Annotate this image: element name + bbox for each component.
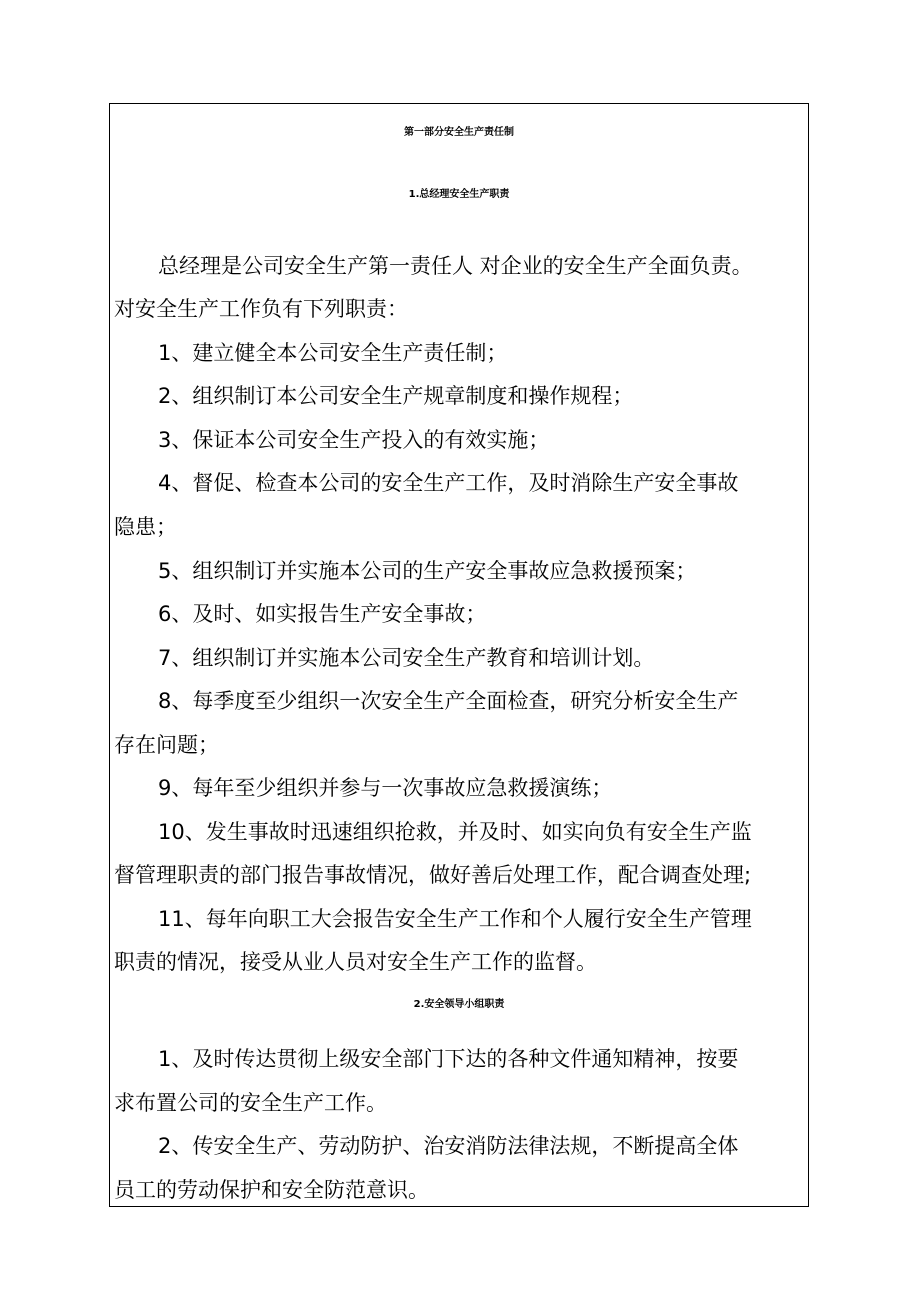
document-frame — [109, 103, 809, 1207]
document-title: 第一部分安全生产责任制 — [404, 127, 514, 138]
section1-item-11-line2: 职责的情况，接受从业人员对安全生产工作的监督。 — [114, 950, 597, 974]
section1-item-8-line2: 存在问题； — [114, 733, 219, 757]
section2-item-2-line1: 2、传安全生产、劳动防护、治安消防法律法规，不断提高全体 — [158, 1134, 739, 1158]
section1-item-7: 7、组织制订并实施本公司安全生产教育和培训计划。 — [158, 646, 655, 670]
section1-item-10-line2: 督管理职责的部门报告事故情况，做好善后处理工作，配合调查处理; — [114, 863, 752, 887]
section1-item-9: 9、每年至少组织并参与一次事故应急救援演练； — [158, 776, 613, 800]
section1-item-8-line1: 8、每季度至少组织一次安全生产全面检查，研究分析安全生产 — [158, 689, 739, 713]
section2-item-2-line2: 员工的劳动保护和安全防范意识。 — [114, 1178, 429, 1202]
section2-item-1-line2: 求布置公司的安全生产工作。 — [114, 1091, 387, 1115]
section1-item-5: 5、组织制订并实施本公司的生产安全事故应急救援预案； — [158, 559, 697, 583]
section1-heading: 1.总经理安全生产职责 — [408, 189, 510, 200]
section1-item-6: 6、及时、如实报告生产安全事故； — [158, 602, 487, 626]
section1-item-1: 1、建立健全本公司安全生产责任制； — [158, 341, 508, 365]
section1-item-10-line1: 10、发生事故时迅速组织抢救，并及时、如实向负有安全生产监 — [158, 820, 752, 844]
section1-item-2: 2、组织制订本公司安全生产规章制度和操作规程； — [158, 384, 634, 408]
section1-item-4-line1: 4、督促、检查本公司的安全生产工作，及时消除生产安全事故 — [158, 471, 739, 495]
section1-item-11-line1: 11、每年向职工大会报告安全生产工作和个人履行安全生产管理 — [158, 907, 752, 931]
section2-item-1-line1: 1、及时传达贯彻上级安全部门下达的各种文件通知精神，按要 — [158, 1047, 739, 1071]
section1-item-3: 3、保证本公司安全生产投入的有效实施； — [158, 428, 550, 452]
section2-heading: 2.安全领导小组职责 — [413, 999, 505, 1010]
section1-intro-line1: 总经理是公司安全生产第一责任人 对企业的安全生产全面负责。 — [158, 254, 753, 278]
section1-intro-line2: 对安全生产工作负有下列职责： — [114, 297, 408, 321]
section1-item-4-line2: 隐患； — [114, 515, 177, 539]
